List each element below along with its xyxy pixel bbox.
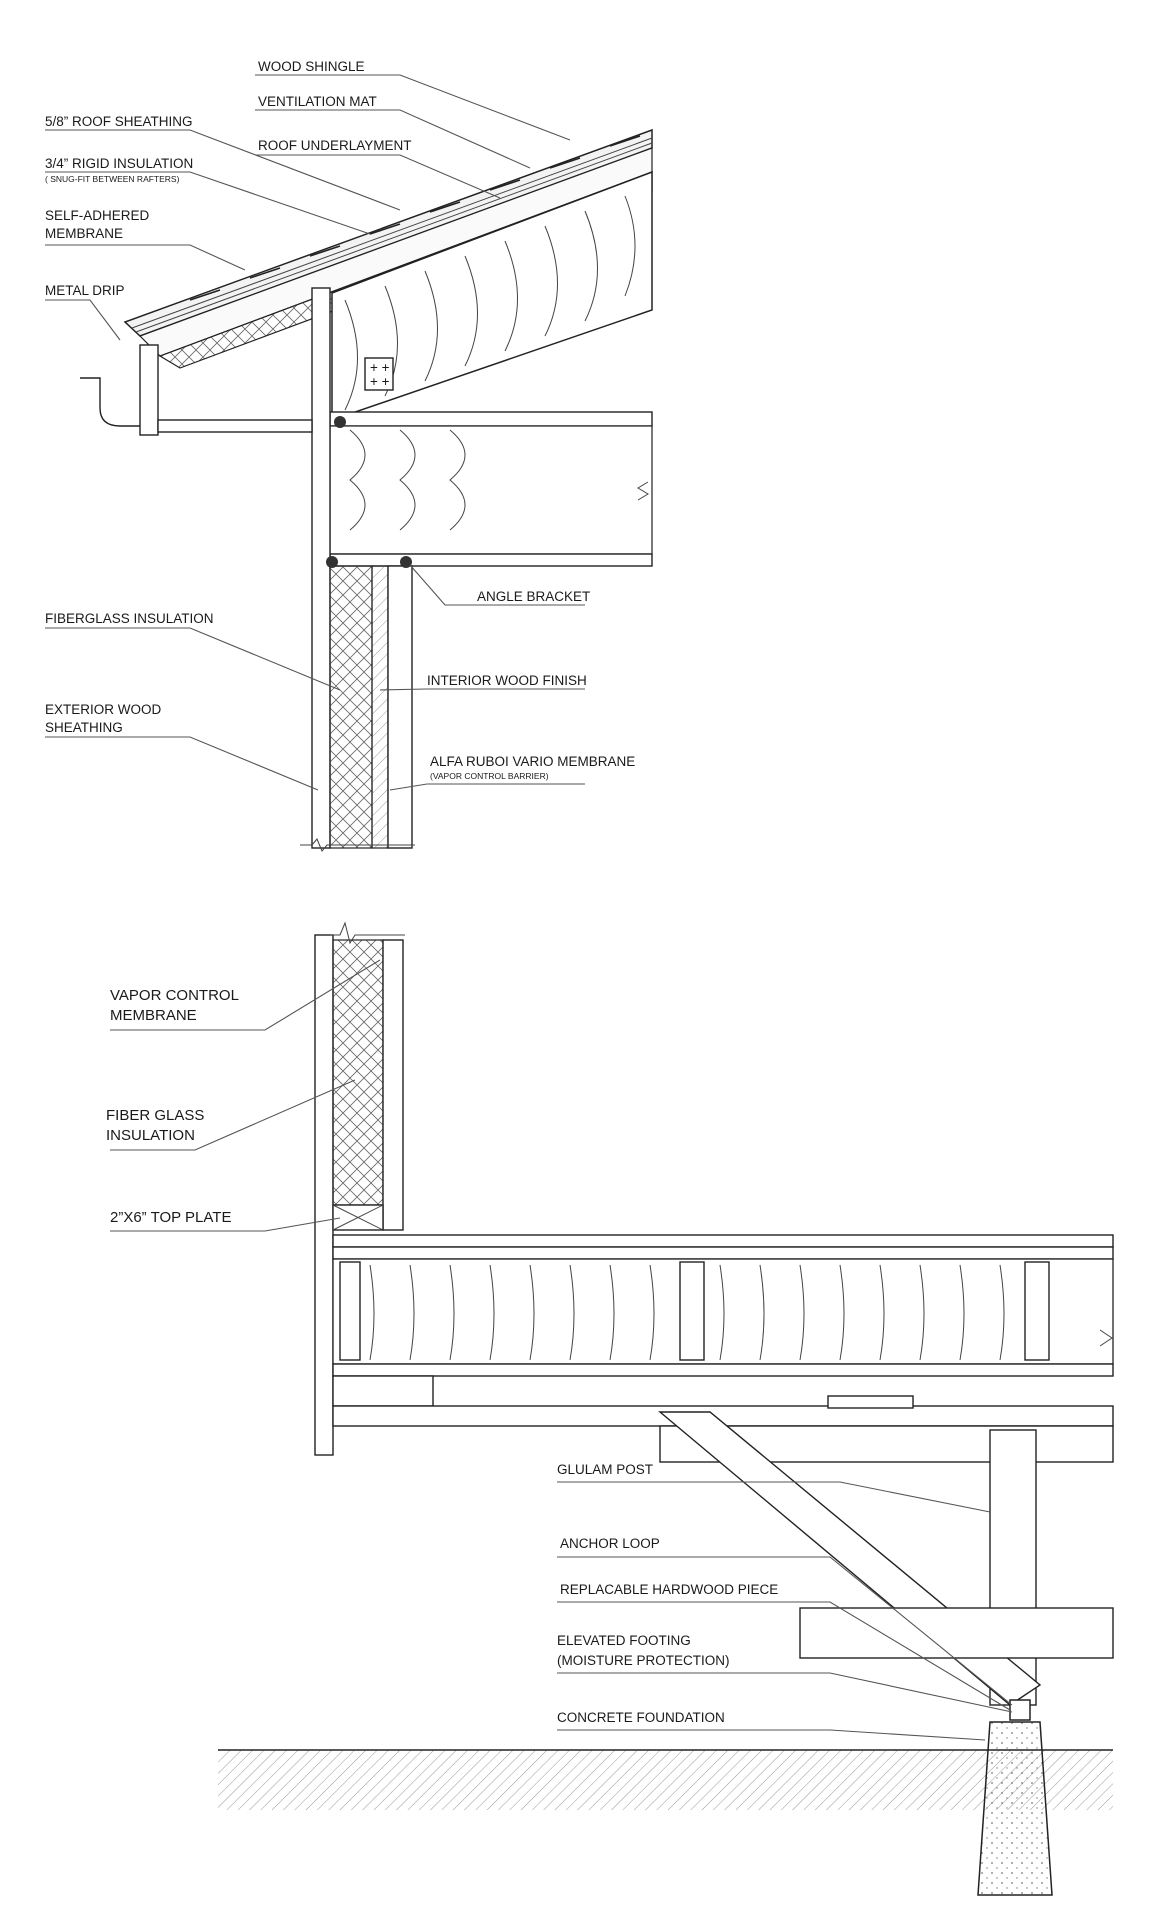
label-interior-wood-finish: INTERIOR WOOD FINISH <box>427 673 587 688</box>
label-hardwood-piece: REPLACABLE HARDWOOD PIECE <box>560 1582 779 1597</box>
floor-system <box>333 1235 1113 1426</box>
label-metal-drip: METAL DRIP <box>45 283 125 298</box>
label-vapor-control-line1: VAPOR CONTROL <box>110 987 239 1004</box>
label-fiber-glass-line1: FIBER GLASS <box>106 1107 205 1124</box>
label-roof-underlayment: ROOF UNDERLAYMENT <box>258 138 412 153</box>
ground-foundation <box>218 1722 1113 1895</box>
label-wood-shingle: WOOD SHINGLE <box>258 59 365 74</box>
label-self-adhered-line2: MEMBRANE <box>45 226 124 241</box>
label-vapor-control-line2: MEMBRANE <box>110 1007 197 1024</box>
label-anchor-loop: ANCHOR LOOP <box>560 1536 660 1551</box>
label-self-adhered-line1: SELF-ADHERED <box>45 208 150 223</box>
label-roof-sheathing: 5/8” ROOF SHEATHING <box>45 114 193 129</box>
label-top-plate: 2”X6” TOP PLATE <box>110 1209 232 1226</box>
ceiling-assembly <box>330 412 652 566</box>
label-elevated-footing-line1: ELEVATED FOOTING <box>557 1633 691 1648</box>
label-ventilation-mat: VENTILATION MAT <box>258 94 377 109</box>
label-elevated-footing-line2: (MOISTURE PROTECTION) <box>557 1653 730 1668</box>
glulam-structure <box>660 1412 1113 1720</box>
label-exterior-sheathing-line2: SHEATHING <box>45 720 123 735</box>
label-alfa-membrane-note: (VAPOR CONTROL BARRIER) <box>430 771 549 781</box>
label-glulam-post: GLULAM POST <box>557 1462 654 1477</box>
label-alfa-membrane: ALFA RUBOI VARIO MEMBRANE <box>430 754 636 769</box>
label-exterior-sheathing-line1: EXTERIOR WOOD <box>45 702 162 717</box>
svg-text:+ +: + + <box>370 374 390 389</box>
label-angle-bracket: ANGLE BRACKET <box>477 589 591 604</box>
svg-text:+ +: + + <box>370 360 390 375</box>
label-fiberglass-insulation: FIBERGLASS INSULATION <box>45 611 214 626</box>
roof-eave-detail <box>45 59 652 851</box>
label-rigid-insulation: 3/4” RIGID INSULATION <box>45 156 194 171</box>
label-rigid-insulation-note: ( SNUG-FIT BETWEEN RAFTERS) <box>45 174 180 184</box>
floor-foundation-detail <box>106 923 1113 1895</box>
label-concrete-foundation: CONCRETE FOUNDATION <box>557 1710 725 1725</box>
label-fiber-glass-line2: INSULATION <box>106 1127 195 1144</box>
